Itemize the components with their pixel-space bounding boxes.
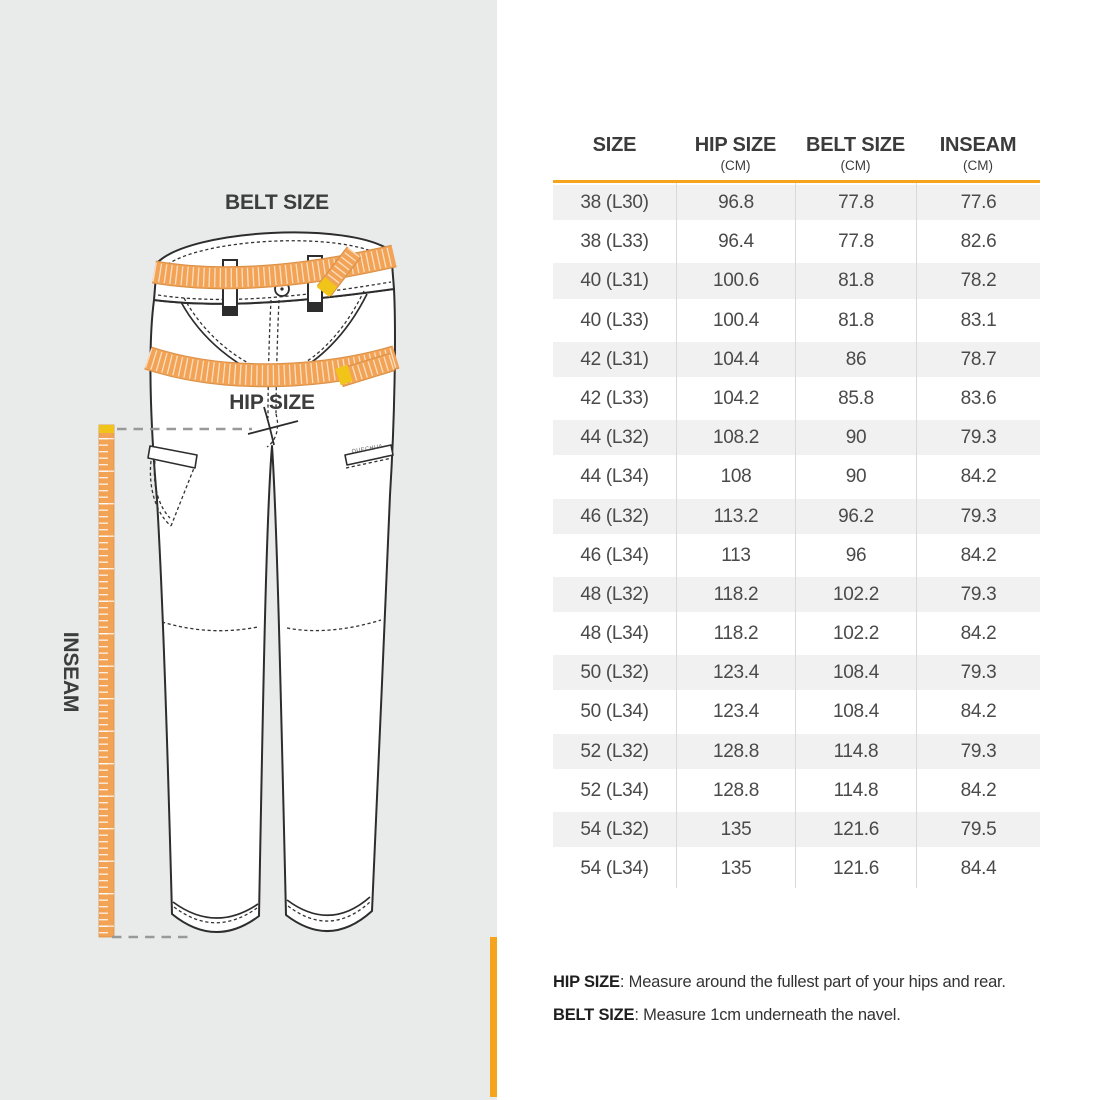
table-cell: 84.2 <box>916 614 1040 653</box>
header-label: SIZE <box>592 134 637 156</box>
table-cell: 128.8 <box>676 771 795 810</box>
table-cell: 79.3 <box>916 418 1040 457</box>
column-header-belt <box>795 133 916 174</box>
table-cell: 104.4 <box>676 340 795 379</box>
table-cell: 79.3 <box>916 575 1040 614</box>
table-row <box>553 810 1040 849</box>
table-cell: 86 <box>795 340 916 379</box>
table-cell: 44 (L32) <box>580 427 649 449</box>
table-cell: 121.6 <box>795 810 916 849</box>
column-header-size <box>553 133 676 174</box>
table-cell: 123.4 <box>676 692 795 731</box>
table-row <box>553 692 1040 731</box>
table-cell: 96 <box>795 536 916 575</box>
table-cell: 48 (L34) <box>580 623 649 645</box>
table-row <box>553 340 1040 379</box>
table-cell: 108.4 <box>795 692 916 731</box>
table-cell: 50 (L32) <box>580 662 649 684</box>
table-row <box>553 457 1040 496</box>
table-cell: 100.4 <box>676 301 795 340</box>
table-cell: 113 <box>676 536 795 575</box>
hip-size-note <box>553 966 1083 999</box>
table-cell: 77.6 <box>916 183 1040 222</box>
table-cell: 46 (L32) <box>580 505 649 527</box>
table-cell: 38 (L33) <box>580 231 649 253</box>
belt-size-note <box>553 999 1083 1032</box>
pants-measurement-illustration <box>0 0 500 1100</box>
table-cell: 102.2 <box>795 575 916 614</box>
table-body <box>553 183 1040 888</box>
accent-bar <box>490 937 497 1097</box>
table-cell: 79.3 <box>916 732 1040 771</box>
table-header <box>553 131 1040 174</box>
table-row <box>553 771 1040 810</box>
header-label: BELT SIZE <box>806 134 905 156</box>
table-cell: 100.6 <box>676 261 795 300</box>
note-text: : Measure around the fullest part of your hips and rear. <box>619 973 1006 991</box>
header-label: HIP SIZE <box>694 134 777 156</box>
note-text: : Measure 1cm underneath the navel. <box>634 1006 901 1025</box>
table-cell: 77.8 <box>795 183 916 222</box>
belt-tape-tip <box>323 282 331 292</box>
table-cell: 84.2 <box>916 771 1040 810</box>
table-cell: 81.8 <box>795 301 916 340</box>
table-cell: 38 (L30) <box>580 192 649 213</box>
table-cell: 83.1 <box>916 301 1040 340</box>
table-cell: 113.2 <box>676 497 795 536</box>
table-cell: 135 <box>676 849 795 888</box>
table-row <box>553 536 1040 575</box>
pants-outline <box>150 232 395 932</box>
column-header-hip <box>676 133 795 174</box>
table-cell: 40 (L33) <box>580 309 649 331</box>
table-cell: 108.4 <box>795 653 916 692</box>
ruler-tip <box>99 425 114 433</box>
table-cell: 108.2 <box>676 418 795 457</box>
table-cell: 90 <box>795 418 916 457</box>
column-header-inseam <box>916 133 1040 174</box>
table-cell: 84.2 <box>916 457 1040 496</box>
table-cell: 121.6 <box>795 849 916 888</box>
table-cell: 90 <box>795 457 916 496</box>
table-cell: 135 <box>676 810 795 849</box>
table-cell: 96.2 <box>795 497 916 536</box>
table-cell: 79.3 <box>916 653 1040 692</box>
table-cell: 96.8 <box>676 183 795 222</box>
table-row <box>553 849 1040 888</box>
table-cell: 102.2 <box>795 614 916 653</box>
table-cell: 128.8 <box>676 732 795 771</box>
note-term: BELT SIZE <box>553 1006 635 1025</box>
table-cell: 82.6 <box>916 222 1040 261</box>
table-row <box>553 379 1040 418</box>
table-cell: 42 (L31) <box>580 348 649 370</box>
hip-size-label: HIP SIZE <box>229 391 315 414</box>
table-cell: 85.8 <box>795 379 916 418</box>
table-cell: 114.8 <box>795 732 916 771</box>
table-row <box>553 183 1040 222</box>
table-row <box>553 653 1040 692</box>
diagram-panel <box>0 0 497 1100</box>
table-cell: 44 (L34) <box>580 466 649 488</box>
hip-tape-tip <box>338 373 350 377</box>
table-cell: 108 <box>676 457 795 496</box>
table-cell: 84.2 <box>916 692 1040 731</box>
table-row <box>553 261 1040 300</box>
table-row <box>553 614 1040 653</box>
table-cell: 84.2 <box>916 536 1040 575</box>
header-unit <box>553 157 676 174</box>
header-label: INSEAM <box>939 134 1017 156</box>
table-row <box>553 222 1040 261</box>
brand-label: QUECHUA <box>351 443 384 455</box>
table-cell: 81.8 <box>795 261 916 300</box>
table-cell: 78.7 <box>916 340 1040 379</box>
table-cell: 118.2 <box>676 614 795 653</box>
table-cell: 52 (L32) <box>580 740 649 762</box>
inseam-ruler <box>99 425 114 937</box>
header-unit: (CM) <box>720 158 751 173</box>
table-row <box>553 418 1040 457</box>
header-unit: (CM) <box>840 158 871 173</box>
table-cell: 42 (L33) <box>580 387 649 409</box>
table-cell: 118.2 <box>676 575 795 614</box>
table-cell: 114.8 <box>795 771 916 810</box>
table-cell: 104.2 <box>676 379 795 418</box>
table-row <box>553 732 1040 771</box>
table-cell: 96.4 <box>676 222 795 261</box>
table-cell: 77.8 <box>795 222 916 261</box>
table-cell: 123.4 <box>676 653 795 692</box>
belt-size-label: BELT SIZE <box>225 191 329 214</box>
table-cell: 50 (L34) <box>580 701 649 723</box>
table-cell: 52 (L34) <box>580 779 649 801</box>
table-cell: 84.4 <box>916 849 1040 888</box>
table-cell: 83.6 <box>916 379 1040 418</box>
table-cell: 48 (L32) <box>580 583 649 605</box>
table-cell: 78.2 <box>916 261 1040 300</box>
table-cell: 79.3 <box>916 497 1040 536</box>
header-unit: (CM) <box>963 158 993 173</box>
table-cell: 46 (L34) <box>580 544 649 566</box>
table-cell: 40 (L31) <box>580 270 649 292</box>
table-row <box>553 301 1040 340</box>
measurement-notes <box>553 966 1083 1033</box>
note-term: HIP SIZE <box>553 973 620 991</box>
table-cell: 54 (L34) <box>580 858 649 880</box>
table-cell: 79.5 <box>916 810 1040 849</box>
size-table <box>553 131 1040 888</box>
table-row <box>553 575 1040 614</box>
table-cell: 54 (L32) <box>580 819 649 840</box>
table-row <box>553 497 1040 536</box>
inseam-label: INSEAM <box>59 631 82 713</box>
